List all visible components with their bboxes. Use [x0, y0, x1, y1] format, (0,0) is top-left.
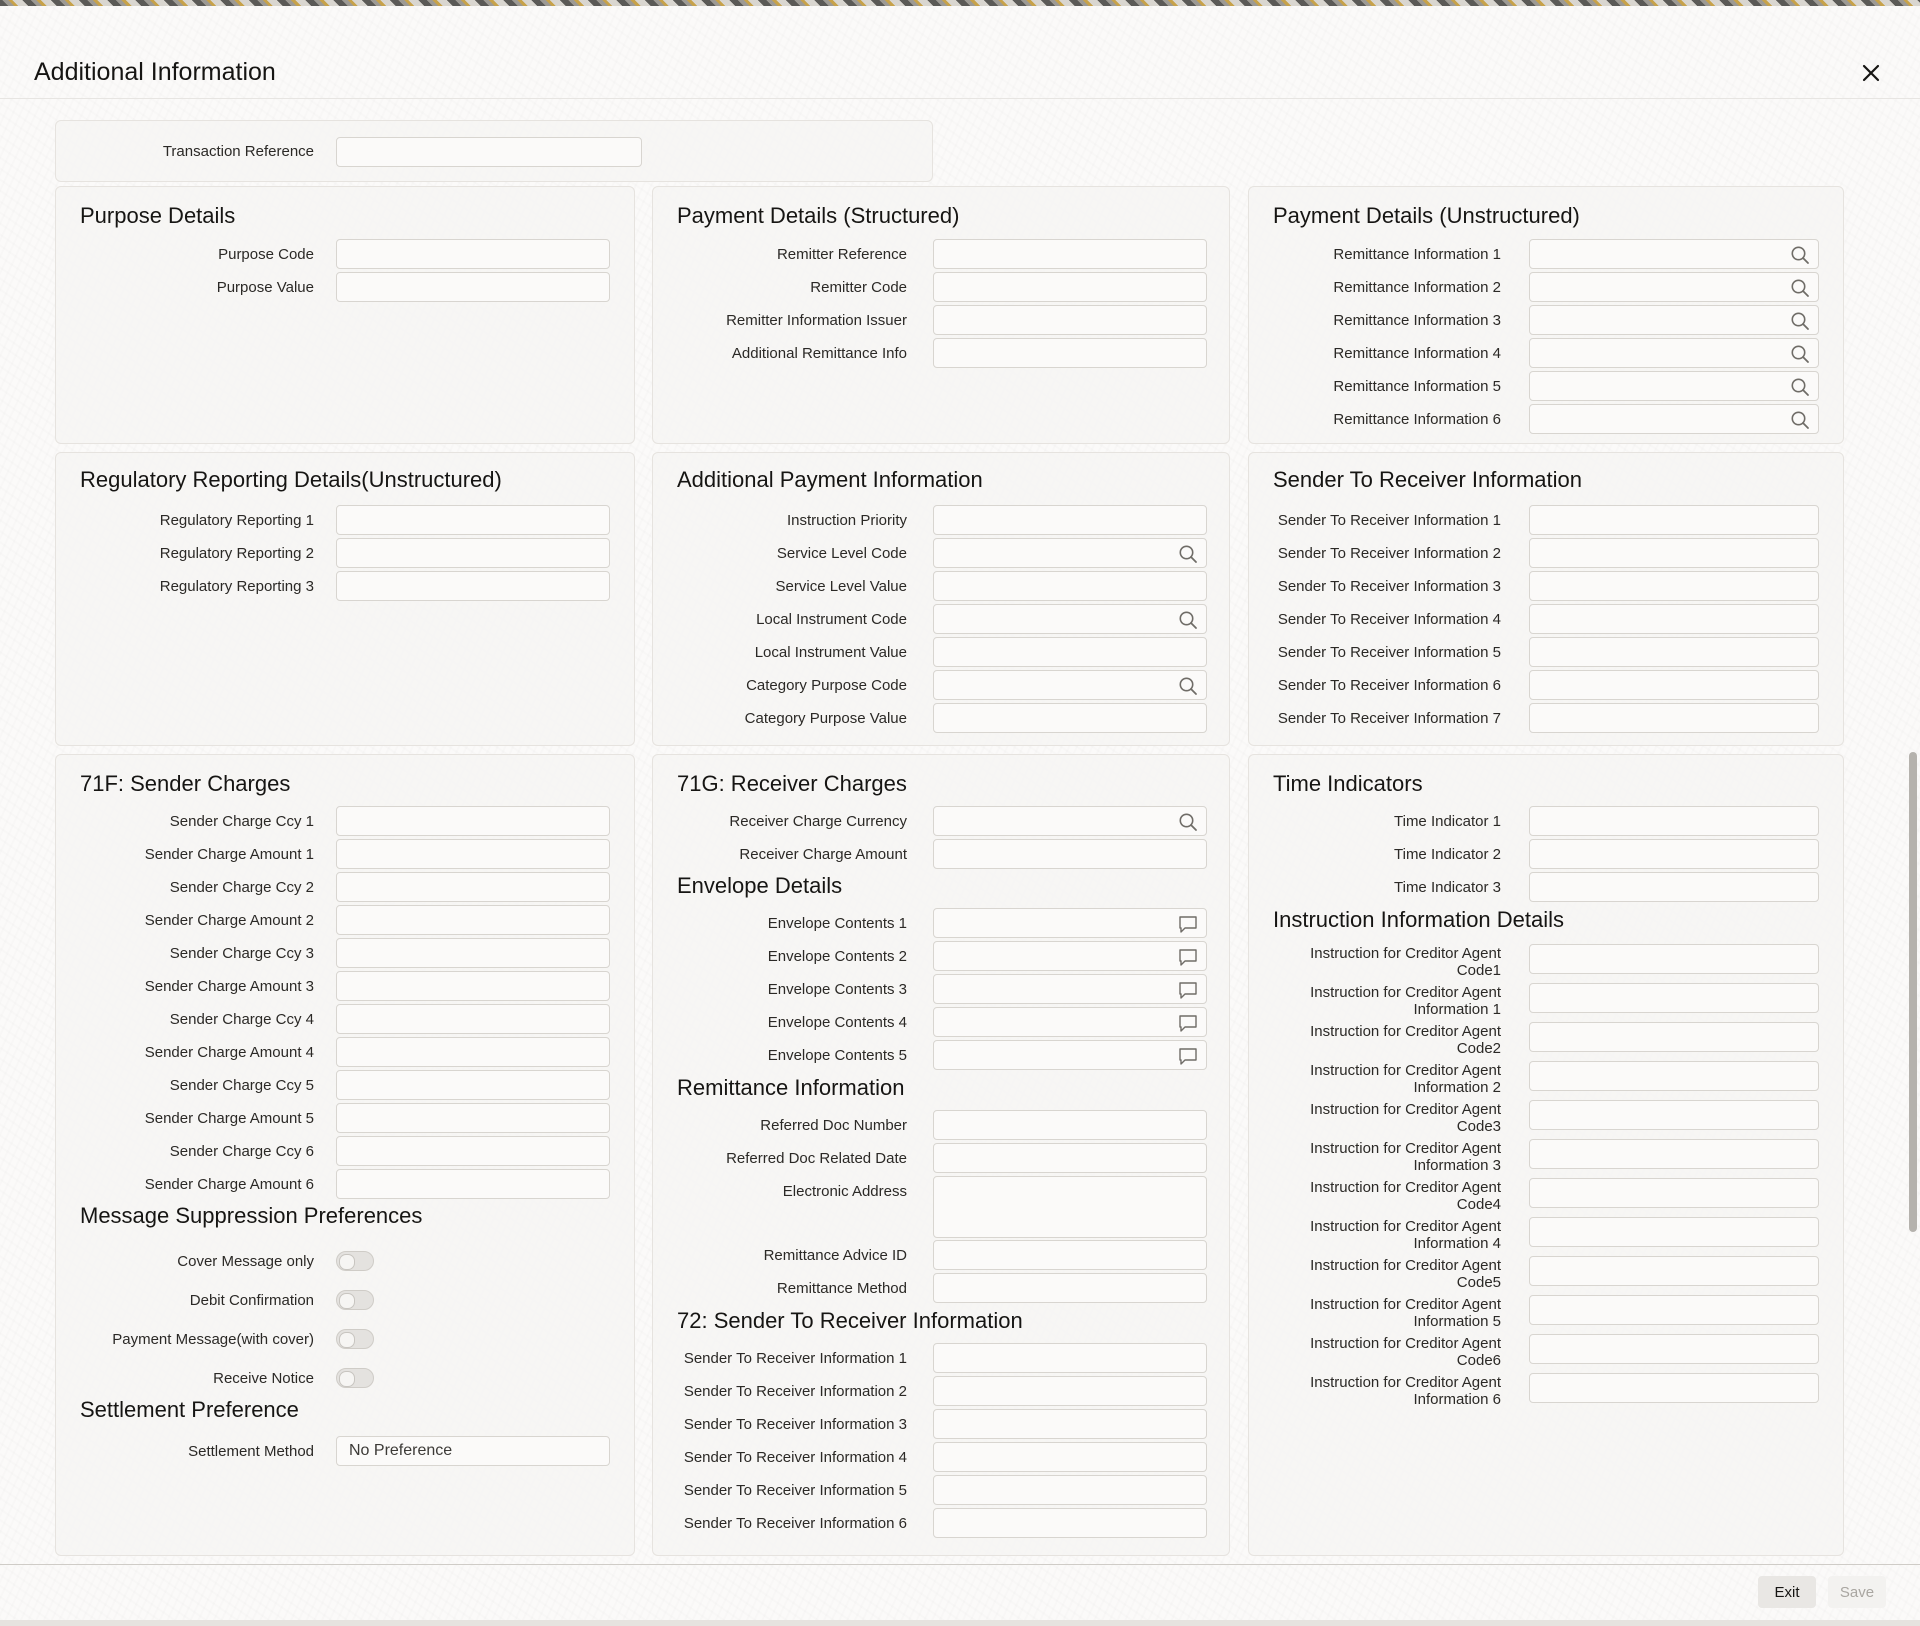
remittance-information-5-input[interactable]: [1529, 371, 1819, 401]
regulatory-reporting-panel: [55, 452, 635, 746]
time-indicator-2-label: Time Indicator 2: [1394, 846, 1501, 863]
sender-receiver-title: Sender To Receiver Information: [1273, 467, 1582, 492]
instruction-creditor-code3-label: Instruction for Creditor Agent Code3: [1310, 1101, 1501, 1135]
remitter-information-issuer-input[interactable]: [933, 305, 1207, 335]
remittance-information-5-label: Remittance Information 5: [1333, 378, 1501, 395]
envelope-contents-4-label: Envelope Contents 4: [767, 1014, 907, 1031]
service-level-value-input[interactable]: [933, 571, 1207, 601]
regulatory-reporting-3-input[interactable]: [336, 571, 610, 601]
search-icon[interactable]: [1790, 311, 1810, 331]
remittance-information-4-label: Remittance Information 4: [1333, 345, 1501, 362]
comment-icon[interactable]: [1178, 947, 1198, 967]
instruction-creditor-code4-label: Instruction for Creditor Agent Code4: [1310, 1179, 1501, 1213]
sender-receiver-72-info-4-label: Sender To Receiver Information 4: [683, 1449, 907, 1466]
purpose-value-input[interactable]: [336, 272, 610, 302]
debit-confirmation-toggle[interactable]: [336, 1290, 374, 1310]
purpose-value-label: Purpose Value: [216, 279, 314, 296]
purpose-details-title: Purpose Details: [80, 203, 236, 228]
sender-receiver-72-info-6-label: Sender To Receiver Information 6: [683, 1515, 907, 1532]
instruction-creditor-code2-label: Instruction for Creditor Agent Code2: [1310, 1023, 1501, 1057]
sender-charge-ccy-4-input[interactable]: [336, 1004, 610, 1034]
sender-charge-amount-5-label: Sender Charge Amount 5: [144, 1110, 314, 1127]
sender-receiver-72-info-6-input[interactable]: [933, 1508, 1207, 1538]
receiver-charge-amount-input[interactable]: [933, 839, 1207, 869]
additional-payment-title: Additional Payment Information: [677, 467, 983, 492]
exit-button[interactable]: Exit: [1758, 1576, 1816, 1608]
envelope-contents-5-input[interactable]: [933, 1040, 1207, 1070]
regulatory-reporting-2-input[interactable]: [336, 538, 610, 568]
local-instrument-value-label: Local Instrument Value: [754, 644, 907, 661]
sender-receiver-72-info-1-input[interactable]: [933, 1343, 1207, 1373]
search-icon[interactable]: [1178, 544, 1198, 564]
settlement-method-select[interactable]: No Preference: [336, 1436, 610, 1466]
sender-receiver-info-2-label: Sender To Receiver Information 2: [1277, 545, 1501, 562]
instruction-creditor-info3-input[interactable]: [1529, 1139, 1819, 1169]
sender-charge-ccy-5-input[interactable]: [336, 1070, 610, 1100]
remittance-information-1-label: Remittance Information 1: [1333, 246, 1501, 263]
search-icon[interactable]: [1178, 812, 1198, 832]
sender-receiver-info-3-label: Sender To Receiver Information 3: [1277, 578, 1501, 595]
sender-receiver-72-info-2-input[interactable]: [933, 1376, 1207, 1406]
sender-receiver-info-7-input[interactable]: [1529, 703, 1819, 733]
sender-receiver-info-2-input[interactable]: [1529, 538, 1819, 568]
time-indicator-1-label: Time Indicator 1: [1394, 813, 1501, 830]
instruction-creditor-info3-label: Instruction for Creditor Agent Information 3: [1310, 1140, 1501, 1174]
instruction-creditor-code4-input[interactable]: [1529, 1178, 1819, 1208]
sender-receiver-info-1-input[interactable]: [1529, 505, 1819, 535]
dialog-title: Additional Information: [34, 58, 276, 86]
settlement-title: Settlement Preference: [80, 1397, 299, 1422]
additional-payment-panel: [652, 452, 1230, 746]
sender-charge-ccy-2-label: Sender Charge Ccy 2: [169, 879, 314, 896]
referred-doc-number-label: Referred Doc Number: [760, 1117, 907, 1134]
envelope-contents-1-input[interactable]: [933, 908, 1207, 938]
purpose-code-label: Purpose Code: [218, 246, 314, 263]
remittance-information-2-label: Remittance Information 2: [1333, 279, 1501, 296]
remittance-information-1-input[interactable]: [1529, 239, 1819, 269]
envelope-contents-3-input[interactable]: [933, 974, 1207, 1004]
search-icon[interactable]: [1790, 410, 1810, 430]
payment-message-with-cover-toggle[interactable]: [336, 1329, 374, 1349]
sender-receiver-info-5-label: Sender To Receiver Information 5: [1277, 644, 1501, 661]
electronic-address-label: Electronic Address: [782, 1183, 907, 1200]
instruction-creditor-code6-input[interactable]: [1529, 1334, 1819, 1364]
search-icon[interactable]: [1178, 610, 1198, 630]
sender-receiver-72-info-1-label: Sender To Receiver Information 1: [683, 1350, 907, 1367]
sender-receiver-info-1-label: Sender To Receiver Information 1: [1277, 512, 1501, 529]
additional-remittance-info-input[interactable]: [933, 338, 1207, 368]
sender-charge-amount-2-label: Sender Charge Amount 2: [144, 912, 314, 929]
remittance-information-6-label: Remittance Information 6: [1333, 411, 1501, 428]
comment-icon[interactable]: [1178, 914, 1198, 934]
category-purpose-code-label: Category Purpose Code: [746, 677, 907, 694]
vertical-scrollbar[interactable]: [1909, 752, 1917, 1232]
sender-receiver-info-6-input[interactable]: [1529, 670, 1819, 700]
remitter-code-label: Remitter Code: [810, 279, 907, 296]
remittance-information-3-label: Remittance Information 3: [1333, 312, 1501, 329]
remitter-code-input[interactable]: [933, 272, 1207, 302]
sender-charge-amount-4-input[interactable]: [336, 1037, 610, 1067]
sender-charge-amount-6-input[interactable]: [336, 1169, 610, 1199]
sender-charge-amount-6-label: Sender Charge Amount 6: [144, 1176, 314, 1193]
sender-charge-ccy-2-input[interactable]: [336, 872, 610, 902]
remittance-information-4-input[interactable]: [1529, 338, 1819, 368]
save-button[interactable]: Save: [1828, 1576, 1886, 1608]
remittance-method-input[interactable]: [933, 1273, 1207, 1303]
sender-charge-ccy-3-input[interactable]: [336, 938, 610, 968]
instruction-creditor-code6-label: Instruction for Creditor Agent Code6: [1310, 1335, 1501, 1369]
envelope-contents-5-label: Envelope Contents 5: [767, 1047, 907, 1064]
sender-receiver-info-7-label: Sender To Receiver Information 7: [1277, 710, 1501, 727]
category-purpose-value-label: Category Purpose Value: [744, 710, 907, 727]
regulatory-reporting-1-input[interactable]: [336, 505, 610, 535]
close-button[interactable]: [1858, 60, 1884, 86]
regulatory-reporting-1-label: Regulatory Reporting 1: [159, 512, 314, 529]
local-instrument-code-input[interactable]: [933, 604, 1207, 634]
search-icon[interactable]: [1178, 676, 1198, 696]
instruction-creditor-info4-label: Instruction for Creditor Agent Information 4: [1310, 1218, 1501, 1252]
sender-receiver-72-info-2-label: Sender To Receiver Information 2: [683, 1383, 907, 1400]
envelope-contents-2-input[interactable]: [933, 941, 1207, 971]
sender-receiver-72-info-5-input[interactable]: [933, 1475, 1207, 1505]
cover-message-only-toggle[interactable]: [336, 1251, 374, 1271]
remittance-information-title: Remittance Information: [677, 1075, 905, 1100]
sender-charge-ccy-1-input[interactable]: [336, 806, 610, 836]
service-level-code-input[interactable]: [933, 538, 1207, 568]
sender-charge-amount-4-label: Sender Charge Amount 4: [144, 1044, 314, 1061]
instruction-creditor-code5-input[interactable]: [1529, 1256, 1819, 1286]
instruction-creditor-code1-input[interactable]: [1529, 944, 1819, 974]
sender-charge-ccy-6-label: Sender Charge Ccy 6: [169, 1143, 314, 1160]
receiver-charge-currency-label: Receiver Charge Currency: [729, 813, 907, 830]
search-icon[interactable]: [1790, 377, 1810, 397]
instruction-creditor-code5-label: Instruction for Creditor Agent Code5: [1310, 1257, 1501, 1291]
sender-charge-ccy-1-label: Sender Charge Ccy 1: [169, 813, 314, 830]
referred-doc-related-date-label: Referred Doc Related Date: [726, 1150, 907, 1167]
remittance-information-3-input[interactable]: [1529, 305, 1819, 335]
sender-charge-amount-3-input[interactable]: [336, 971, 610, 1001]
sender-receiver-info-5-input[interactable]: [1529, 637, 1819, 667]
instruction-creditor-info6-label: Instruction for Creditor Agent Information 6: [1310, 1374, 1501, 1408]
sender-charges-panel: [55, 754, 635, 1556]
time-indicator-1-input[interactable]: [1529, 806, 1819, 836]
sender-receiver-72-info-3-label: Sender To Receiver Information 3: [683, 1416, 907, 1433]
receiver-charge-currency-input[interactable]: [933, 806, 1207, 836]
receive-notice-toggle[interactable]: [336, 1368, 374, 1388]
instruction-creditor-info2-label: Instruction for Creditor Agent Information 2: [1310, 1062, 1501, 1096]
search-icon[interactable]: [1790, 245, 1810, 265]
sender-receiver-info-6-label: Sender To Receiver Information 6: [1277, 677, 1501, 694]
instruction-creditor-info1-input[interactable]: [1529, 983, 1819, 1013]
envelope-contents-1-label: Envelope Contents 1: [767, 915, 907, 932]
search-icon[interactable]: [1790, 344, 1810, 364]
instruction-creditor-info4-input[interactable]: [1529, 1217, 1819, 1247]
instruction-creditor-code3-input[interactable]: [1529, 1100, 1819, 1130]
remittance-advice-id-input[interactable]: [933, 1240, 1207, 1270]
receiver-charges-panel: [652, 754, 1230, 1556]
payment-unstructured-title: Payment Details (Unstructured): [1273, 203, 1580, 228]
bottom-strip: [0, 1620, 1920, 1626]
sender-charge-ccy-5-label: Sender Charge Ccy 5: [169, 1077, 314, 1094]
receiver-charge-amount-label: Receiver Charge Amount: [739, 846, 907, 863]
sender-charge-amount-1-label: Sender Charge Amount 1: [144, 846, 314, 863]
sender-receiver-info-3-input[interactable]: [1529, 571, 1819, 601]
time-indicators-title: Time Indicators: [1273, 771, 1423, 796]
local-instrument-code-label: Local Instrument Code: [756, 611, 907, 628]
instruction-info-title: Instruction Information Details: [1273, 907, 1565, 932]
remittance-method-label: Remittance Method: [776, 1280, 907, 1297]
referred-doc-number-input[interactable]: [933, 1110, 1207, 1140]
instruction-creditor-info5-input[interactable]: [1529, 1295, 1819, 1325]
time-indicators-panel: [1248, 754, 1844, 1556]
purpose-details-panel: [55, 186, 635, 444]
regulatory-reporting-2-label: Regulatory Reporting 2: [159, 545, 314, 562]
sender-charge-ccy-3-label: Sender Charge Ccy 3: [169, 945, 314, 962]
remitter-reference-input[interactable]: [933, 239, 1207, 269]
instruction-priority-label: Instruction Priority: [786, 512, 907, 529]
sender-charge-amount-5-input[interactable]: [336, 1103, 610, 1133]
additional-remittance-info-label: Additional Remittance Info: [731, 345, 907, 362]
instruction-creditor-info2-input[interactable]: [1529, 1061, 1819, 1091]
category-purpose-code-input[interactable]: [933, 670, 1207, 700]
sender-receiver-72-info-5-label: Sender To Receiver Information 5: [683, 1482, 907, 1499]
instruction-creditor-code2-input[interactable]: [1529, 1022, 1819, 1052]
comment-icon[interactable]: [1178, 1046, 1198, 1066]
instruction-creditor-code1-label: Instruction for Creditor Agent Code1: [1310, 945, 1501, 979]
remitter-reference-label: Remitter Reference: [776, 246, 907, 263]
sender-receiver-72-title: 72: Sender To Receiver Information: [677, 1308, 1023, 1333]
cover-message-only-label: Cover Message only: [177, 1253, 314, 1270]
sender-receiver-info-4-input[interactable]: [1529, 604, 1819, 634]
regulatory-reporting-title: Regulatory Reporting Details(Unstructured): [80, 467, 502, 492]
payment-structured-title: Payment Details (Structured): [677, 203, 960, 228]
transaction-reference-input[interactable]: [336, 137, 642, 167]
sender-charge-ccy-4-label: Sender Charge Ccy 4: [169, 1011, 314, 1028]
suppression-title: Message Suppression Preferences: [80, 1203, 423, 1228]
dialog-header: [0, 6, 1920, 99]
envelope-contents-3-label: Envelope Contents 3: [767, 981, 907, 998]
comment-icon[interactable]: [1178, 1013, 1198, 1033]
settlement-method-label: Settlement Method: [188, 1443, 314, 1460]
dialog-footer: [0, 1564, 1920, 1620]
sender-charges-title: 71F: Sender Charges: [80, 771, 291, 796]
sender-receiver-72-info-3-input[interactable]: [933, 1409, 1207, 1439]
receive-notice-label: Receive Notice: [213, 1370, 314, 1387]
referred-doc-related-date-input[interactable]: [933, 1143, 1207, 1173]
close-icon: [1858, 60, 1884, 86]
time-indicator-3-label: Time Indicator 3: [1394, 879, 1501, 896]
time-indicator-3-input[interactable]: [1529, 872, 1819, 902]
transaction-panel: [55, 120, 933, 182]
instruction-creditor-info5-label: Instruction for Creditor Agent Information 5: [1310, 1296, 1501, 1330]
sender-receiver-panel: [1248, 452, 1844, 746]
sender-charge-amount-3-label: Sender Charge Amount 3: [144, 978, 314, 995]
instruction-priority-input[interactable]: [933, 505, 1207, 535]
payment-message-with-cover-label: Payment Message(with cover): [112, 1331, 314, 1348]
additional-information-dialog: [0, 6, 1920, 1620]
comment-icon[interactable]: [1178, 980, 1198, 1000]
time-indicator-2-input[interactable]: [1529, 839, 1819, 869]
instruction-creditor-info1-label: Instruction for Creditor Agent Information 1: [1310, 984, 1501, 1018]
category-purpose-value-input[interactable]: [933, 703, 1207, 733]
service-level-value-label: Service Level Value: [775, 578, 907, 595]
payment-structured-panel: [652, 186, 1230, 444]
remittance-advice-id-label: Remittance Advice ID: [763, 1247, 907, 1264]
local-instrument-value-input[interactable]: [933, 637, 1207, 667]
payment-unstructured-panel: [1248, 186, 1844, 444]
remittance-information-6-input[interactable]: [1529, 404, 1819, 434]
regulatory-reporting-3-label: Regulatory Reporting 3: [159, 578, 314, 595]
service-level-code-label: Service Level Code: [776, 545, 907, 562]
remittance-information-2-input[interactable]: [1529, 272, 1819, 302]
instruction-creditor-info6-input[interactable]: [1529, 1373, 1819, 1403]
sender-receiver-72-info-4-input[interactable]: [933, 1442, 1207, 1472]
envelope-details-title: Envelope Details: [677, 873, 843, 898]
sender-charge-amount-1-input[interactable]: [336, 839, 610, 869]
envelope-contents-2-label: Envelope Contents 2: [767, 948, 907, 965]
sender-receiver-info-4-label: Sender To Receiver Information 4: [1277, 611, 1501, 628]
remitter-information-issuer-label: Remitter Information Issuer: [726, 312, 907, 329]
purpose-code-input[interactable]: [336, 239, 610, 269]
search-icon[interactable]: [1790, 278, 1810, 298]
transaction-reference-label: Transaction Reference: [162, 143, 314, 160]
envelope-contents-4-input[interactable]: [933, 1007, 1207, 1037]
sender-charge-ccy-6-input[interactable]: [336, 1136, 610, 1166]
electronic-address-input[interactable]: [933, 1176, 1207, 1238]
sender-charge-amount-2-input[interactable]: [336, 905, 610, 935]
debit-confirmation-label: Debit Confirmation: [189, 1292, 314, 1309]
receiver-charges-title: 71G: Receiver Charges: [677, 771, 907, 796]
